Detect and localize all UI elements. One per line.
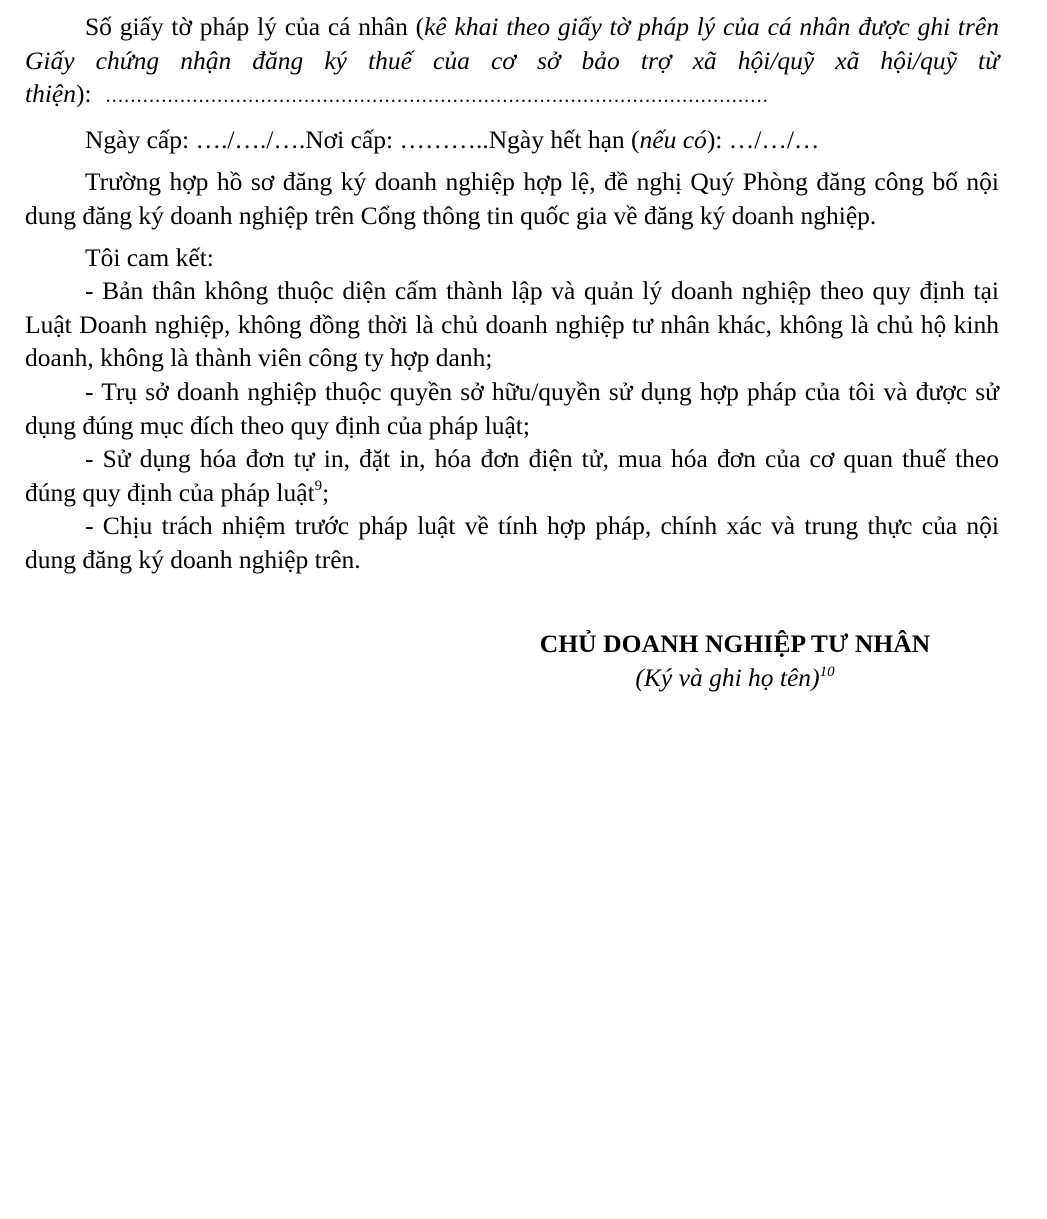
legal-doc-italic-note: kê khai theo giấy tờ pháp lý của cá nhân được ghi trên Giấy chứng nhận đăng ký thuế của cơ sở bảo trợ xã hội/quỹ xã hội/quỹ từ thiện xyxy=(25,12,1000,109)
expiry-tail: ): …/…/… xyxy=(706,124,820,154)
footnote-ref-9: 9 xyxy=(314,478,323,495)
legal-doc-intro: Số giấy tờ pháp lý của cá nhân ( xyxy=(85,12,425,41)
signature-note-open: ( xyxy=(635,663,644,692)
commitment-item-3-end: ; xyxy=(322,477,330,507)
signature-block xyxy=(460,627,1010,695)
commitment-item-3 xyxy=(25,442,999,509)
legal-doc-close: ): xyxy=(76,79,92,109)
signature-note xyxy=(460,661,1010,695)
request-paragraph: Trường hợp hồ sơ đăng ký doanh nghiệp hợp lệ, đề nghị Quý Phòng đăng công bố nội dung đăng ký doanh nghiệp trên Cổng thông tin quốc gia về đăng ký doanh nghiệp. xyxy=(25,167,999,230)
expiry-label: Ngày hết hạn ( xyxy=(488,124,640,154)
commitment-heading: Tôi cam kết: xyxy=(85,242,214,272)
commitment-item-4: - Chịu trách nhiệm trước pháp luật về tính hợp pháp, chính xác và trung thực của nội dung đăng ký doanh nghiệp trên. xyxy=(25,511,999,574)
footnote-ref-10: 10 xyxy=(819,663,835,680)
legal-doc-leader: ........................................................................................................... xyxy=(105,85,769,108)
signature-title: CHỦ DOANH NGHIỆP TƯ NHÂN xyxy=(539,629,931,658)
commitment-item-1: - Bản thân không thuộc diện cấm thành lập và quản lý doanh nghiệp theo quy định tại Luật Doanh nghiệp, không đồng thời là chủ doanh nghiệp tư nhân khác, không là chủ hộ kinh doanh, không là thành viên công ty hợp danh; xyxy=(25,276,999,373)
signature-note-close: ) xyxy=(811,663,820,692)
document-body xyxy=(25,10,999,577)
signature-note-text: Ký và ghi họ tên xyxy=(643,663,812,692)
legal-doc-paragraph xyxy=(25,10,999,114)
issue-date-label: Ngày cấp: …./…./…. xyxy=(85,124,306,154)
issue-place-label: Nơi cấp: ……….. xyxy=(305,124,489,154)
issue-line xyxy=(25,123,999,157)
expiry-italic: nếu có xyxy=(639,124,707,154)
commitment-item-3-text: - Sử dụng hóa đơn tự in, đặt in, hóa đơn điện tử, mua hóa đơn của cơ quan thuế theo đúng quy định của pháp luật xyxy=(25,444,999,507)
commitment-item-2: - Trụ sở doanh nghiệp thuộc quyền sở hữu/quyền sử dụng hợp pháp của tôi và được sử dụng đúng mục đích theo quy định của pháp luật; xyxy=(25,376,999,440)
